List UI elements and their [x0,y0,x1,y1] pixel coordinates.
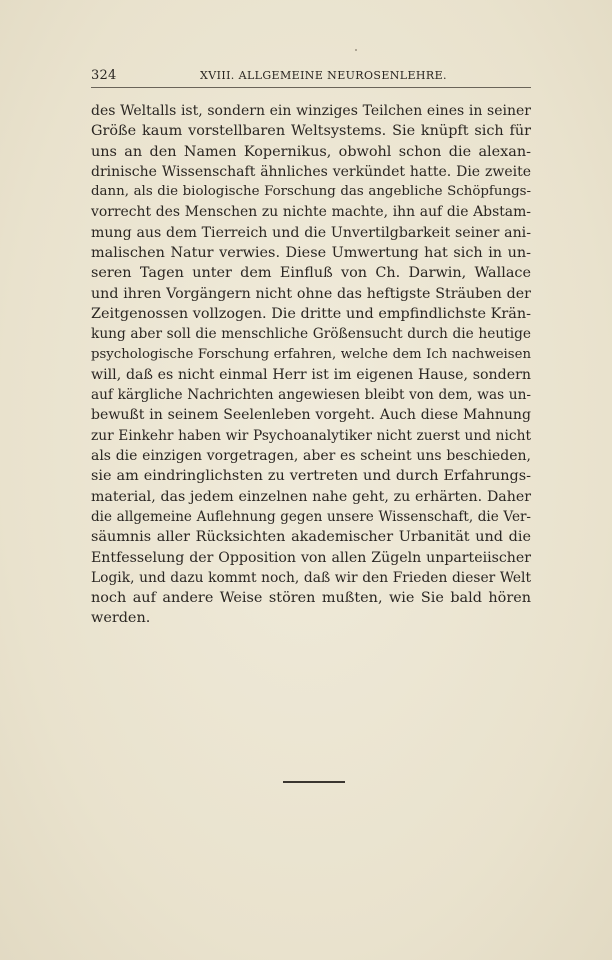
text-line: bewußt in seinem Seelenleben vorgeht. Auch diese Mahnung [91,407,531,424]
text-line: Zeitgenossen vollzogen. Die dritte und empfindlichste Krän- [91,305,531,322]
text-line: will, daß es nicht einmal Herr ist im eigenen Hause, sondern [91,366,531,383]
text-line: malischen Natur verwies. Diese Umwertung hat sich in un- [91,245,531,262]
text-line: seren Tagen unter dem Einfluß von Ch. Darwin, Wallace [91,265,531,282]
chapter-end-rule [283,781,345,783]
running-head: XVIII. ALLGEMEINE NEUROSENLEHRE. [200,69,447,82]
text-line: drinische Wissenschaft ähnliches verkündet hatte. Die zweite [91,163,531,180]
body-text [91,101,531,629]
text-line: des Weltalls ist, sondern ein winziges Teilchen eines in seiner [91,103,531,119]
text-line: zur Einkehr haben wir Psychoanalytiker nicht zuerst und nicht [91,427,531,444]
text-line: uns an den Namen Kopernikus, obwohl schon die alexan- [91,143,531,160]
text-line: die allgemeine Auflehnung gegen unsere Wissenschaft, die Ver- [91,508,531,525]
text-line: Logik, und dazu kommt noch, daß wir den Frieden dieser Welt [91,569,531,586]
text-line: dann, als die biologische Forschung das angebliche Schöpfungs- [91,184,531,200]
text-line: noch auf andere Weise stören mußten, wie Sie bald hören [91,590,531,607]
text-line: material, das jedem einzelnen nahe geht, zu erhärten. Daher [91,488,531,505]
text-line-final: werden. [91,610,151,627]
text-line: Größe kaum vorstellbaren Weltsystems. Sie knüpft sich für [91,123,531,140]
text-line: Entfesselung der Opposition von allen Zügeln unparteiischer [91,549,531,566]
text-line: mung aus dem Tierreich und die Unvertilgbarkeit seiner ani- [91,224,531,241]
page-number: 324 [91,68,117,83]
text-line: als die einzigen vorgetragen, aber es scheint uns beschieden, [91,448,531,465]
text-line: sie am eindringlichsten zu vertreten und durch Erfahrungs- [91,468,531,485]
header-rule [91,87,531,88]
text-line: kung aber soll die menschliche Größensucht durch die heutige [91,326,531,343]
text-line: vorrecht des Menschen zu nichte machte, ihn auf die Abstam- [91,204,531,221]
text-line: psychologische Forschung erfahren, welche dem Ich nachweisen [91,346,531,362]
text-line: auf kärgliche Nachrichten angewiesen bleibt von dem, was un- [91,387,531,404]
page-header [91,68,531,86]
text-line: säumnis aller Rücksichten akademischer Urbanität und die [91,529,531,546]
text-line: und ihren Vorgängern nicht ohne das heftigste Sträuben der [91,285,531,302]
print-speck [355,49,357,51]
